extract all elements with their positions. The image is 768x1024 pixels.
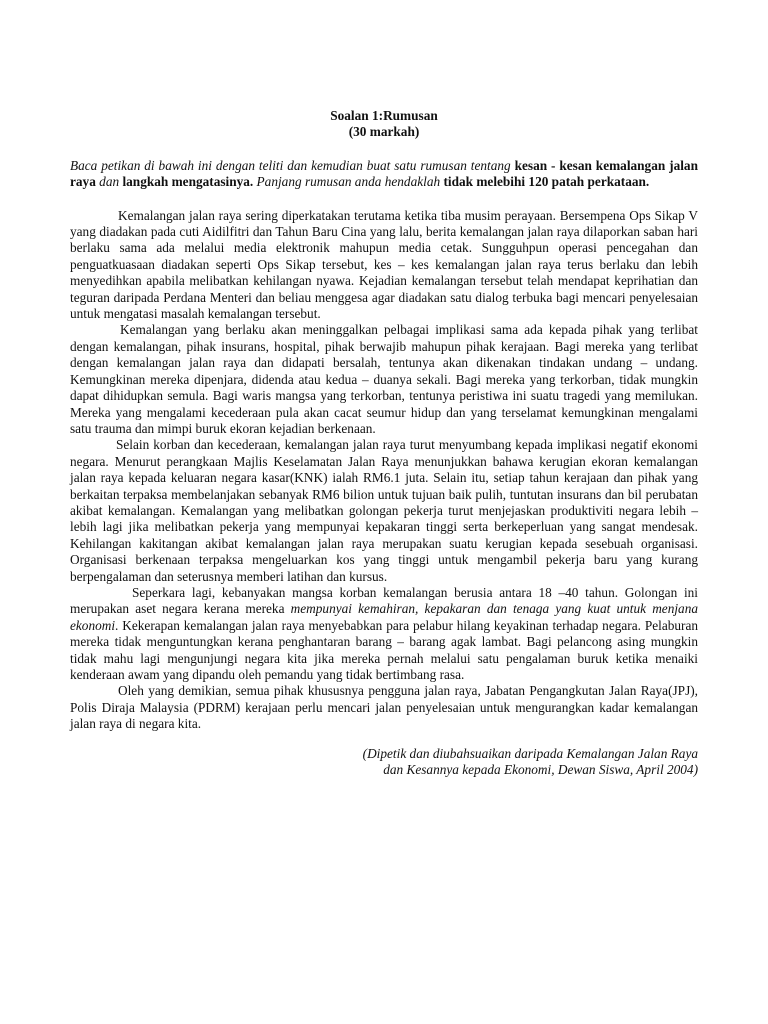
question-marks: (30 markah) xyxy=(348,124,420,140)
source-line-2: dan Kesannya kepada Ekonomi, Dewan Siswa, April 2004) xyxy=(383,762,698,778)
question-instruction xyxy=(70,158,698,191)
passage-paragraph-3: Selain korban dan kecederaan, kemalangan jalan raya turut menyumbang kepada implikasi negatif ekonomi negara. Menurut perangkaan Majlis Keselamatan Jalan Raya menunjukkan bahawa kerugian ekoran kemalangan jalan raya kepada keluaran negara kasar(KNK) ialah RM6.1 juta. Selain itu, setiap tahun kerajaan dan pihak yang berkaitan terpaksa membelanjakan sebanyak RM6 bilion untuk tujuan baik pulih, tuntutan insurans dan bil perubatan akibat kemalangan. Kemalangan yang melibatkan golongan pekerja turut menjejaskan produktiviti negara lebih – lebih lagi jika melibatkan pekerja yang mempunyai kepakaran tinggi serta berkeperluan yang sangat mendesak. Kehilangan kakitangan akibat kemalangan jalan raya merupakan suatu kerugian kepada sesebuah organisasi. Organisasi berkenaan terpaksa mengeluarkan kos yang tinggi untuk mengambil pekerja baru yang kurang berpengalaman dan seterusnya memberi latihan dan kursus. xyxy=(70,437,698,584)
instruction-emphasis-2: langkah mengatasinya. xyxy=(122,174,254,190)
instruction-text-1: Baca petikan di bawah ini dengan teliti dan kemudian buat satu rumusan tentang xyxy=(70,157,515,173)
paragraph-4-text-b: . Kekerapan kemalangan jalan raya menyebabkan para pelabur hilang keyakinan terhadap negara. Pelaburan mereka tidak menguntungkan kerana penghantaran barang – barang agak lambat. Bagi pelancong asing mungkin tidak mahu lagi mengunjungi negara kita jika mereka pernah melalui satu pengalaman buruk ketika menaiki kenderaan awam yang dipandu oleh pemandu yang tidak bertimbang rasa. xyxy=(70,617,698,682)
question-title: Soalan 1:Rumusan xyxy=(330,108,438,123)
paragraph-4-text-a: Seperkara lagi, kebanyakan mangsa korban kemalangan berusia antara 18 –40 tahun. Golongan ini merupakan aset negara kerana mereka xyxy=(70,584,698,617)
paragraph-4-emphasis: mempunyai kemahiran, kepakaran dan tenaga yang kuat untuk menjana ekonomi xyxy=(70,601,698,633)
passage-paragraph-5: Oleh yang demikian, semua pihak khususnya pengguna jalan raya, Jabatan Pengangkutan Jalan Raya(JPJ), Polis Diraja Malaysia (PDRM) kerajaan perlu mencari jalan penyelesaian untuk mengurangkan kadar kemalangan jalan raya di negara kita. xyxy=(70,683,698,732)
instruction-emphasis-3: tidak melebihi 120 patah perkataan. xyxy=(443,174,650,190)
instruction-emphasis-1: kesan - kesan kemalangan jalan raya xyxy=(70,157,698,190)
instruction-text-2: dan xyxy=(95,174,123,190)
passage-paragraph-1: Kemalangan jalan raya sering diperkatakan terutama ketika tiba musim perayaan. Bersempena Ops Sikap V yang diadakan pada cuti Aidilfitri dan Tahun Baru Cina yang lalu, berita kemalangan jalan raya dilaporkan saban hari berlaku sama ada melalui media elektronik mahupun media cetak. Sungguhpun operasi pencegahan dan penguatkuasaan diadakan seperti Ops Sikap tersebut, kes – kes kemalangan jalan raya terus berlaku dan lebih menyedihkan apabila melibatkan kehilangan nyawa. Kejadian kemalangan tersebut telah mendapat keprihatian dan teguran daripada Perdana Menteri dan beliau menggesa agar diadakan satu dialog terbuka bagi mencari penyelesaian untuk mengatasi masalah kemalangan tersebut. xyxy=(70,207,698,322)
document-page xyxy=(70,108,698,778)
passage-paragraph-2: Kemalangan yang berlaku akan meninggalkan pelbagai implikasi sama ada kepada pihak yang terlibat dengan kemalangan, pihak insurans, hospital, pihak berwajib mahupun pihak kerajaan. Bagi mereka yang terlibat dengan kemalangan jalan raya dan didapati bersalah, tentunya akan dikenakan tindakan undang – undang. Kemungkinan mereka dipenjara, didenda atau kedua – duanya sekali. Bagi mereka yang terkorban, tidak mungkin dapat dihidupkan semula. Bagi waris mangsa yang terkorban, tentunya peristiwa ini suatu tragedi yang memilukan. Mereka yang mengalami kecederaan pula akan cacat seumur hidup dan yang terselamat kemungkinan mengalami satu trauma dan mimpi buruk ekoran kejadian berkenaan. xyxy=(70,322,698,436)
source-citation xyxy=(70,746,698,779)
passage-paragraph-4 xyxy=(70,585,698,683)
instruction-text-3: Panjang rumusan anda hendaklah xyxy=(253,174,444,190)
source-line-1: (Dipetik dan diubahsuaikan daripada Kemalangan Jalan Raya xyxy=(362,745,698,761)
